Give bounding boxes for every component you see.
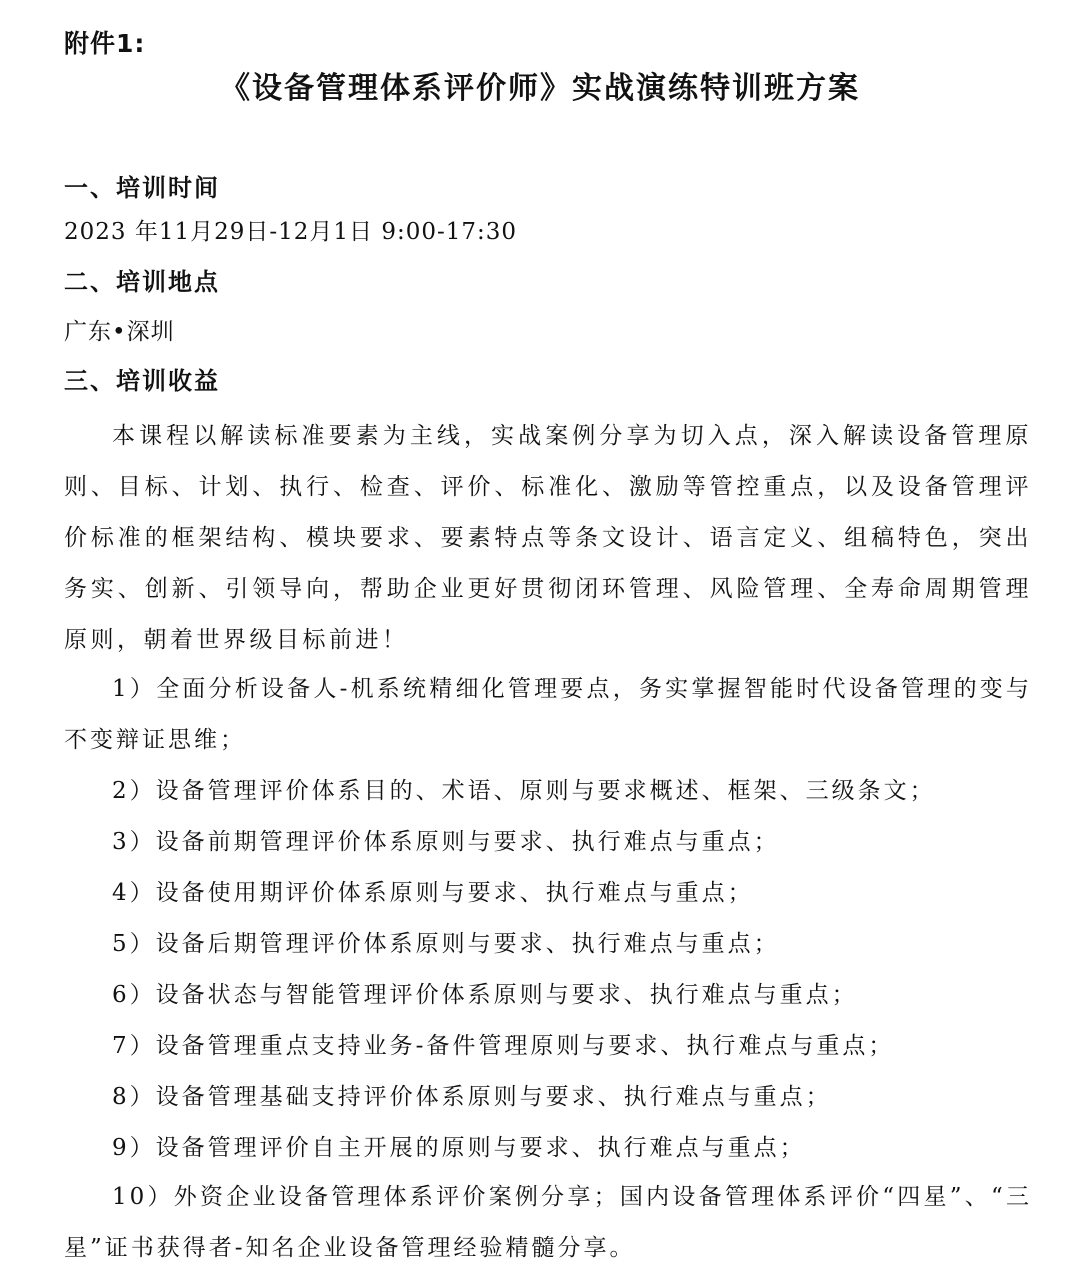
training-time-text: 2023 年11月29日-12月1日 9:00-17:30 [64,219,518,245]
benefit-item-2: 2）设备管理评价体系目的、术语、原则与要求概述、框架、三级条文； [112,778,936,804]
benefit-item-8: 8）设备管理基础支持评价体系原则与要求、执行难点与重点； [112,1084,832,1110]
benefit-item-10: 10）外资企业设备管理体系评价案例分享；国内设备管理体系评价“四星”、“三星”证书获得者-知名企业设备管理经验精髓分享。 [64,1184,1032,1261]
section-heading-benefits: 三、培训收益 [64,367,220,395]
benefit-item-6: 6）设备状态与智能管理评价体系原则与要求、执行难点与重点； [112,982,858,1008]
training-location-text: 广东•深圳 [64,319,175,345]
benefit-item-7: 7）设备管理重点支持业务-备件管理原则与要求、执行难点与重点； [112,1033,895,1059]
benefit-item-4: 4）设备使用期评价体系原则与要求、执行难点与重点； [112,880,754,906]
benefit-item-9: 9）设备管理评价自主开展的原则与要求、执行难点与重点； [112,1135,806,1161]
benefit-item-3: 3）设备前期管理评价体系原则与要求、执行难点与重点； [112,829,780,855]
benefits-intro-paragraph: 本课程以解读标准要素为主线，实战案例分享为切入点，深入解读设备管理原则、目标、计划、执行、检查、评价、标准化、激励等管控重点，以及设备管理评价标准的框架结构、模块要求、要素特点等条文设计、语言定义、组稿特色，突出务实、创新、引领导向，帮助企业更好贯彻闭环管理、风险管理、全寿命周期管理原则，朝着世界级目标前进！ [64,423,1032,653]
benefit-item-5: 5）设备后期管理评价体系原则与要求、执行难点与重点； [112,931,780,957]
section-heading-time: 一、培训时间 [64,174,220,202]
attachment-label: 附件1: [64,29,146,58]
section-heading-location: 二、培训地点 [64,268,220,296]
benefit-item-1: 1）全面分析设备人-机系统精细化管理要点，务实掌握智能时代设备管理的变与不变辩证思维； [64,676,1032,753]
document-title: 《设备管理体系评价师》实战演练特训班方案 [220,71,860,106]
